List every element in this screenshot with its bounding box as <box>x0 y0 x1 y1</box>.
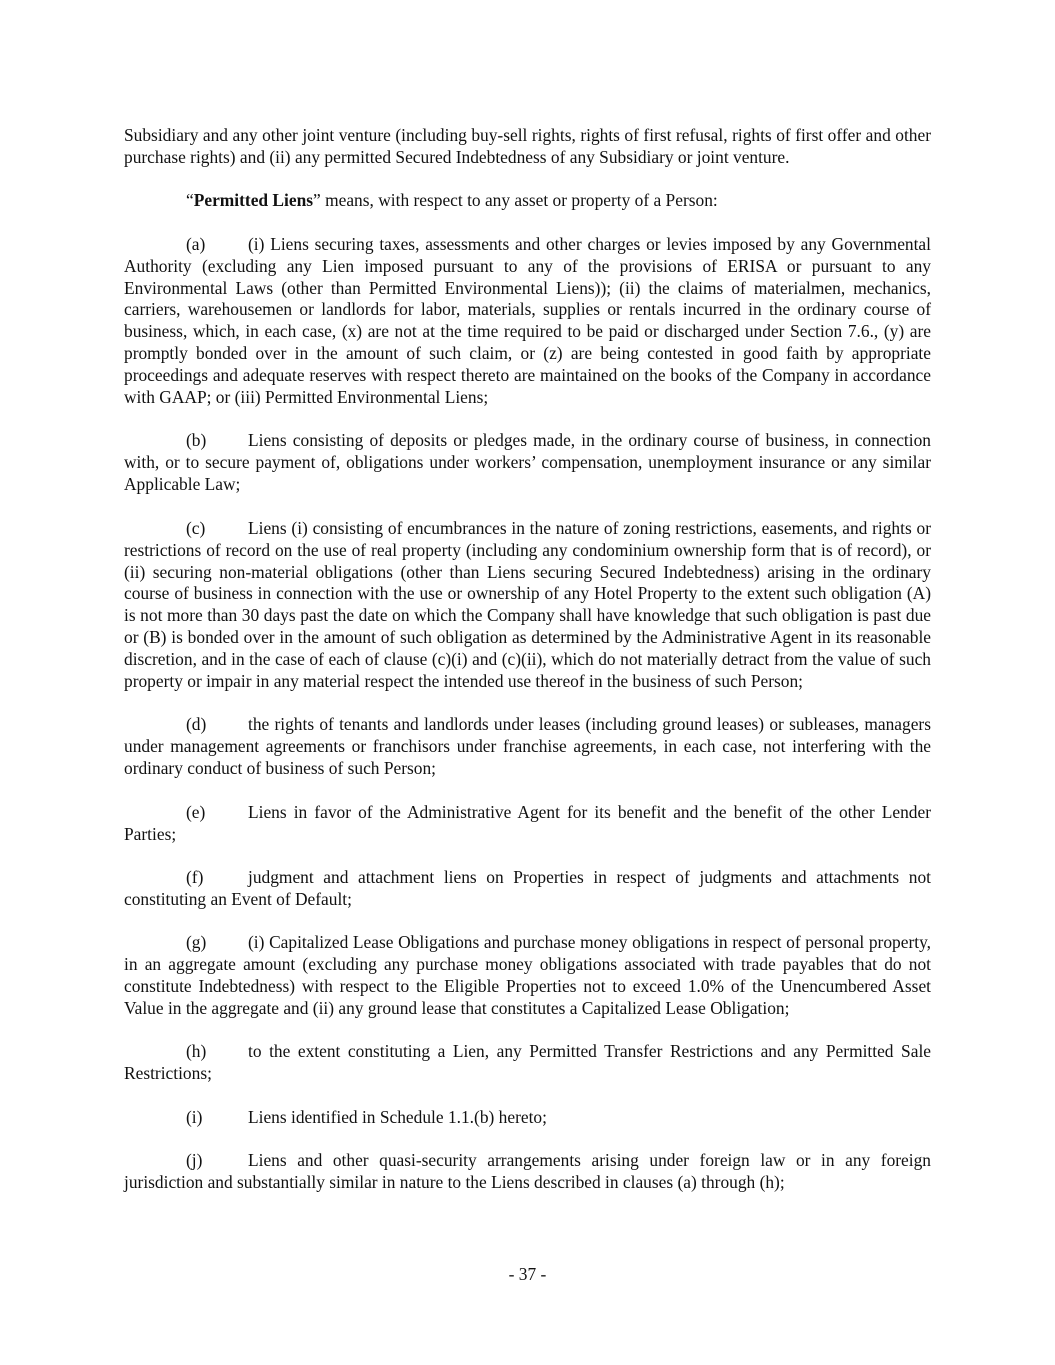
clause-text: Liens and other quasi-security arrangements arising under foreign law or in any foreign jurisdiction and substantially similar in nature to the Liens described in clauses (a) through (h); <box>124 1150 931 1193</box>
clause-i <box>124 1107 931 1129</box>
clause-text: Liens (i) consisting of encumbrances in the nature of zoning restrictions, easements, and rights or restrictions of record on the use of real property (including any condominium ownership form that is of record), or (ii) securing non-material obligations (other than Liens securing Secured Indebtedness) arising in the ordinary course of business in connection with the use or ownership of any Hotel Property to the extent such obligation (A) is not more than 30 days past the date on which the Company shall have knowledge that such obligation is past due or (B) is bonded over in the amount of such obligation as determined by the Administrative Agent in its reasonable discretion, and in the case of each of clause (c)(i) and (c)(ii), which do not materially detract from the value of such property or impair in any material respect the intended use thereof in the business of such Person; <box>124 517 931 692</box>
clause-g <box>124 932 931 1020</box>
clause-label: (g) <box>186 932 207 953</box>
clause-label: (d) <box>186 714 207 735</box>
clause-a <box>124 234 931 409</box>
clause-label: (e) <box>186 801 206 822</box>
defined-term: Permitted Liens <box>193 190 314 211</box>
clause-text: the rights of tenants and landlords under leases (including ground leases) or subleases, managers under management agreements or franchisors under franchise agreements, in each case, not interfering with the ordinary conduct of business of such Person; <box>124 714 931 779</box>
clause-text: Liens in favor of the Administrative Agent for its benefit and the benefit of the other Lender Parties; <box>124 801 931 844</box>
page-number: - 37 - <box>508 1264 547 1284</box>
clause-label: (h) <box>186 1041 207 1062</box>
clause-text: (i) Liens securing taxes, assessments and other charges or levies imposed by any Governmental Authority (excluding any Lien imposed pursuant to any of the provisions of ERISA or pursuant to any Environmental Laws (other than Permitted Environmental Liens)); (ii) the claims of materialmen, mechanics, carriers, warehousemen or landlords for labor, materials, supplies or rentals incurred in the ordinary course of business, which, in each case, (x) are not at the time required to be paid or discharged under Section 7.6., (y) are promptly bonded over in the amount of such claim, or (z) are being contested in good faith by appropriate proceedings and adequate reserves with respect thereto are maintained on the books of the Company in accordance with GAAP; or (iii) Permitted Environmental Liens; <box>124 233 931 408</box>
document-page <box>124 125 931 1194</box>
clause-c <box>124 518 931 693</box>
clause-text: (i) Capitalized Lease Obligations and purchase money obligations in respect of personal property, in an aggregate amount (excluding any purchase money obligations associated with trade payables that do not constitute Indebtedness) with respect to the Eligible Properties not to exceed 1.0% of the Unencumbered Asset Value in the aggregate and (ii) any ground lease that constitutes a Capitalized Lease Obligation; <box>124 932 931 1018</box>
clause-label: (b) <box>186 430 207 451</box>
definition-text: ” means, with respect to any asset or property of a Person: <box>313 190 718 211</box>
clause-e <box>124 802 931 846</box>
definition-paragraph <box>124 190 931 212</box>
clause-label: (a) <box>186 233 206 254</box>
clause-h <box>124 1041 931 1085</box>
clause-label: (c) <box>186 517 206 538</box>
clause-f <box>124 867 931 911</box>
clause-label: (f) <box>186 866 204 887</box>
clause-j <box>124 1150 931 1194</box>
clause-d <box>124 714 931 780</box>
clause-b <box>124 430 931 496</box>
clause-text: to the extent constituting a Lien, any Permitted Transfer Restrictions and any Permitted Sale Restrictions; <box>124 1041 931 1084</box>
clause-label: (j) <box>186 1150 203 1171</box>
clause-label: (i) <box>186 1106 203 1127</box>
clause-text: Liens identified in Schedule 1.1.(b) hereto; <box>248 1106 547 1127</box>
continuation-paragraph: Subsidiary and any other joint venture (including buy-sell rights, rights of first refusal, rights of first offer and other purchase rights) and (ii) any permitted Secured Indebtedness of any Subsidiary or joint venture. <box>124 125 931 167</box>
clause-text: Liens consisting of deposits or pledges made, in the ordinary course of business, in connection with, or to secure payment of, obligations under workers’ compensation, unemployment insurance or any similar Applicable Law; <box>124 430 931 495</box>
clause-text: judgment and attachment liens on Properties in respect of judgments and attachments not constituting an Event of Default; <box>124 866 931 909</box>
definition-open-quote: “ <box>186 190 194 211</box>
